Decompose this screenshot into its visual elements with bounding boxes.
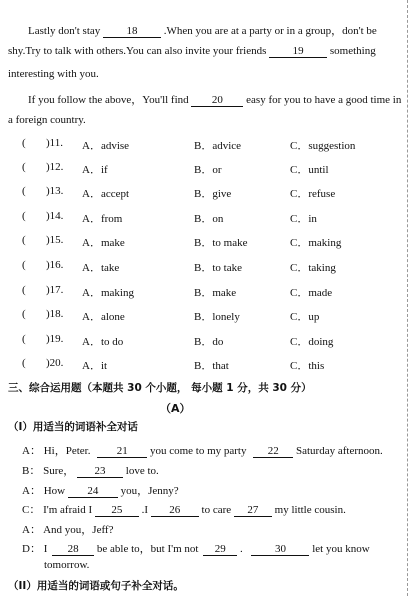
option-a: A．from (82, 213, 123, 225)
blank-29: 29 (203, 543, 237, 556)
dialogue-line-4 (22, 501, 346, 517)
text: I (43, 543, 48, 555)
blank-21: 21 (97, 445, 147, 458)
option-c: C．this (290, 360, 325, 372)
text: shy.Try to talk with others.You can also invite your friends (8, 45, 267, 57)
question-row (0, 259, 404, 275)
text: Lastly don't stay (28, 25, 101, 37)
option-b: B．on (194, 213, 224, 225)
text: I'm afraid I (43, 504, 93, 516)
text: . (239, 543, 243, 555)
passage-line-3: interesting with you. (8, 68, 99, 80)
option-b: B．or (194, 164, 222, 176)
passage-line-1 (28, 22, 377, 38)
answer-paren: ( (22, 259, 26, 271)
answer-paren: ( (22, 161, 26, 173)
blank-23: 23 (77, 465, 123, 478)
text: How (43, 485, 66, 497)
option-a: A．take (82, 262, 120, 274)
blank-27: 27 (234, 504, 272, 517)
passage-line-5: a foreign country. (8, 114, 86, 126)
option-b: B．that (194, 360, 229, 372)
passage-line-4 (28, 91, 401, 107)
option-c: C．made (290, 287, 333, 299)
blank-25: 25 (95, 504, 139, 517)
dialogue-line-7: tomorrow. (44, 559, 90, 571)
option-a: A．make (82, 237, 125, 249)
speaker: B： (22, 465, 41, 477)
dialogue-line-6 (22, 540, 370, 556)
text: something (329, 45, 376, 57)
answer-paren: ( (22, 357, 26, 369)
text: love to. (125, 465, 159, 477)
section-heading: 三、综合运用题（本题共 30 个小题， 每小题 1 分，共 30 分） (8, 382, 312, 394)
question-number: )14. (46, 210, 64, 222)
question-number: )13. (46, 185, 64, 197)
dialogue-line-3 (22, 482, 179, 498)
passage-line-2 (8, 45, 376, 58)
question-row (0, 161, 404, 177)
option-a: A．alone (82, 311, 125, 323)
blank-20: 20 (191, 94, 243, 107)
subsection-heading-2: （II）用适当的词语或句子补全对话。 (8, 580, 184, 592)
question-number: )11. (46, 137, 64, 149)
speaker: A： (22, 485, 41, 497)
blank-24: 24 (68, 485, 118, 498)
question-number: )19. (46, 333, 64, 345)
answer-paren: ( (22, 137, 26, 149)
dialogue-line-1 (22, 442, 383, 458)
text: easy for you to have a good time in (246, 94, 402, 106)
question-number: )16. (46, 259, 64, 271)
text: .I (141, 504, 149, 516)
text: If you follow the above，You'll find (28, 94, 189, 106)
option-b: B．make (194, 287, 237, 299)
question-row (0, 185, 404, 201)
option-a: A．if (82, 164, 108, 176)
text: to care (201, 504, 232, 516)
option-a: A．to do (82, 336, 124, 348)
text: let you know (312, 543, 370, 555)
speaker: D： (22, 543, 41, 555)
option-b: B．give (194, 188, 232, 200)
option-b: B．advice (194, 140, 242, 152)
question-row (0, 357, 404, 373)
question-row (0, 333, 404, 349)
blank-30: 30 (251, 543, 309, 556)
blank-26: 26 (151, 504, 199, 517)
option-c: C．in (290, 213, 317, 225)
text: .When you are at a party or in a group，don't be (163, 25, 377, 37)
text: you come to my party (149, 445, 247, 457)
option-a: A．making (82, 287, 134, 299)
option-c: C．suggestion (290, 140, 356, 152)
option-c: C．until (290, 164, 329, 176)
option-a: A．it (82, 360, 108, 372)
option-b: B．to make (194, 237, 248, 249)
text: And you，Jeff? (43, 524, 114, 536)
option-c: C．refuse (290, 188, 336, 200)
question-row (0, 284, 404, 300)
answer-paren: ( (22, 333, 26, 345)
question-row (0, 234, 404, 250)
question-number: )15. (46, 234, 64, 246)
text: Sure， (43, 465, 75, 477)
question-row (0, 137, 404, 153)
blank-22: 22 (253, 445, 293, 458)
part-a-heading: （A） (160, 402, 191, 415)
option-a: A．accept (82, 188, 130, 200)
text: be able to，but I'm not (96, 543, 199, 555)
answer-paren: ( (22, 185, 26, 197)
question-number: )17. (46, 284, 64, 296)
blank-28: 28 (52, 543, 94, 556)
question-row (0, 308, 404, 324)
question-number: )20. (46, 357, 64, 369)
option-a: A．advise (82, 140, 130, 152)
question-number: )18. (46, 308, 64, 320)
option-c: C．making (290, 237, 342, 249)
page-edge-divider (407, 0, 408, 596)
text: Saturday afternoon. (296, 445, 383, 457)
option-b: B．do (194, 336, 224, 348)
answer-paren: ( (22, 308, 26, 320)
speaker: A： (22, 524, 41, 536)
speaker: A： (22, 445, 41, 457)
option-c: C．taking (290, 262, 336, 274)
dialogue-line-2 (22, 462, 159, 478)
option-c: C．up (290, 311, 320, 323)
text: you，Jenny? (120, 485, 179, 497)
subsection-heading-1: （Ⅰ）用适当的词语补全对话 (8, 421, 138, 433)
answer-paren: ( (22, 284, 26, 296)
answer-paren: ( (22, 210, 26, 222)
blank-18: 18 (103, 25, 161, 38)
text: my little cousin. (274, 504, 346, 516)
option-b: B．lonely (194, 311, 240, 323)
speaker: C： (22, 504, 41, 516)
option-b: B．to take (194, 262, 242, 274)
answer-paren: ( (22, 234, 26, 246)
option-c: C．doing (290, 336, 334, 348)
blank-19: 19 (269, 45, 327, 58)
question-number: )12. (46, 161, 64, 173)
question-row (0, 210, 404, 226)
dialogue-line-5 (22, 521, 113, 537)
text: Hi，Peter. (43, 445, 91, 457)
